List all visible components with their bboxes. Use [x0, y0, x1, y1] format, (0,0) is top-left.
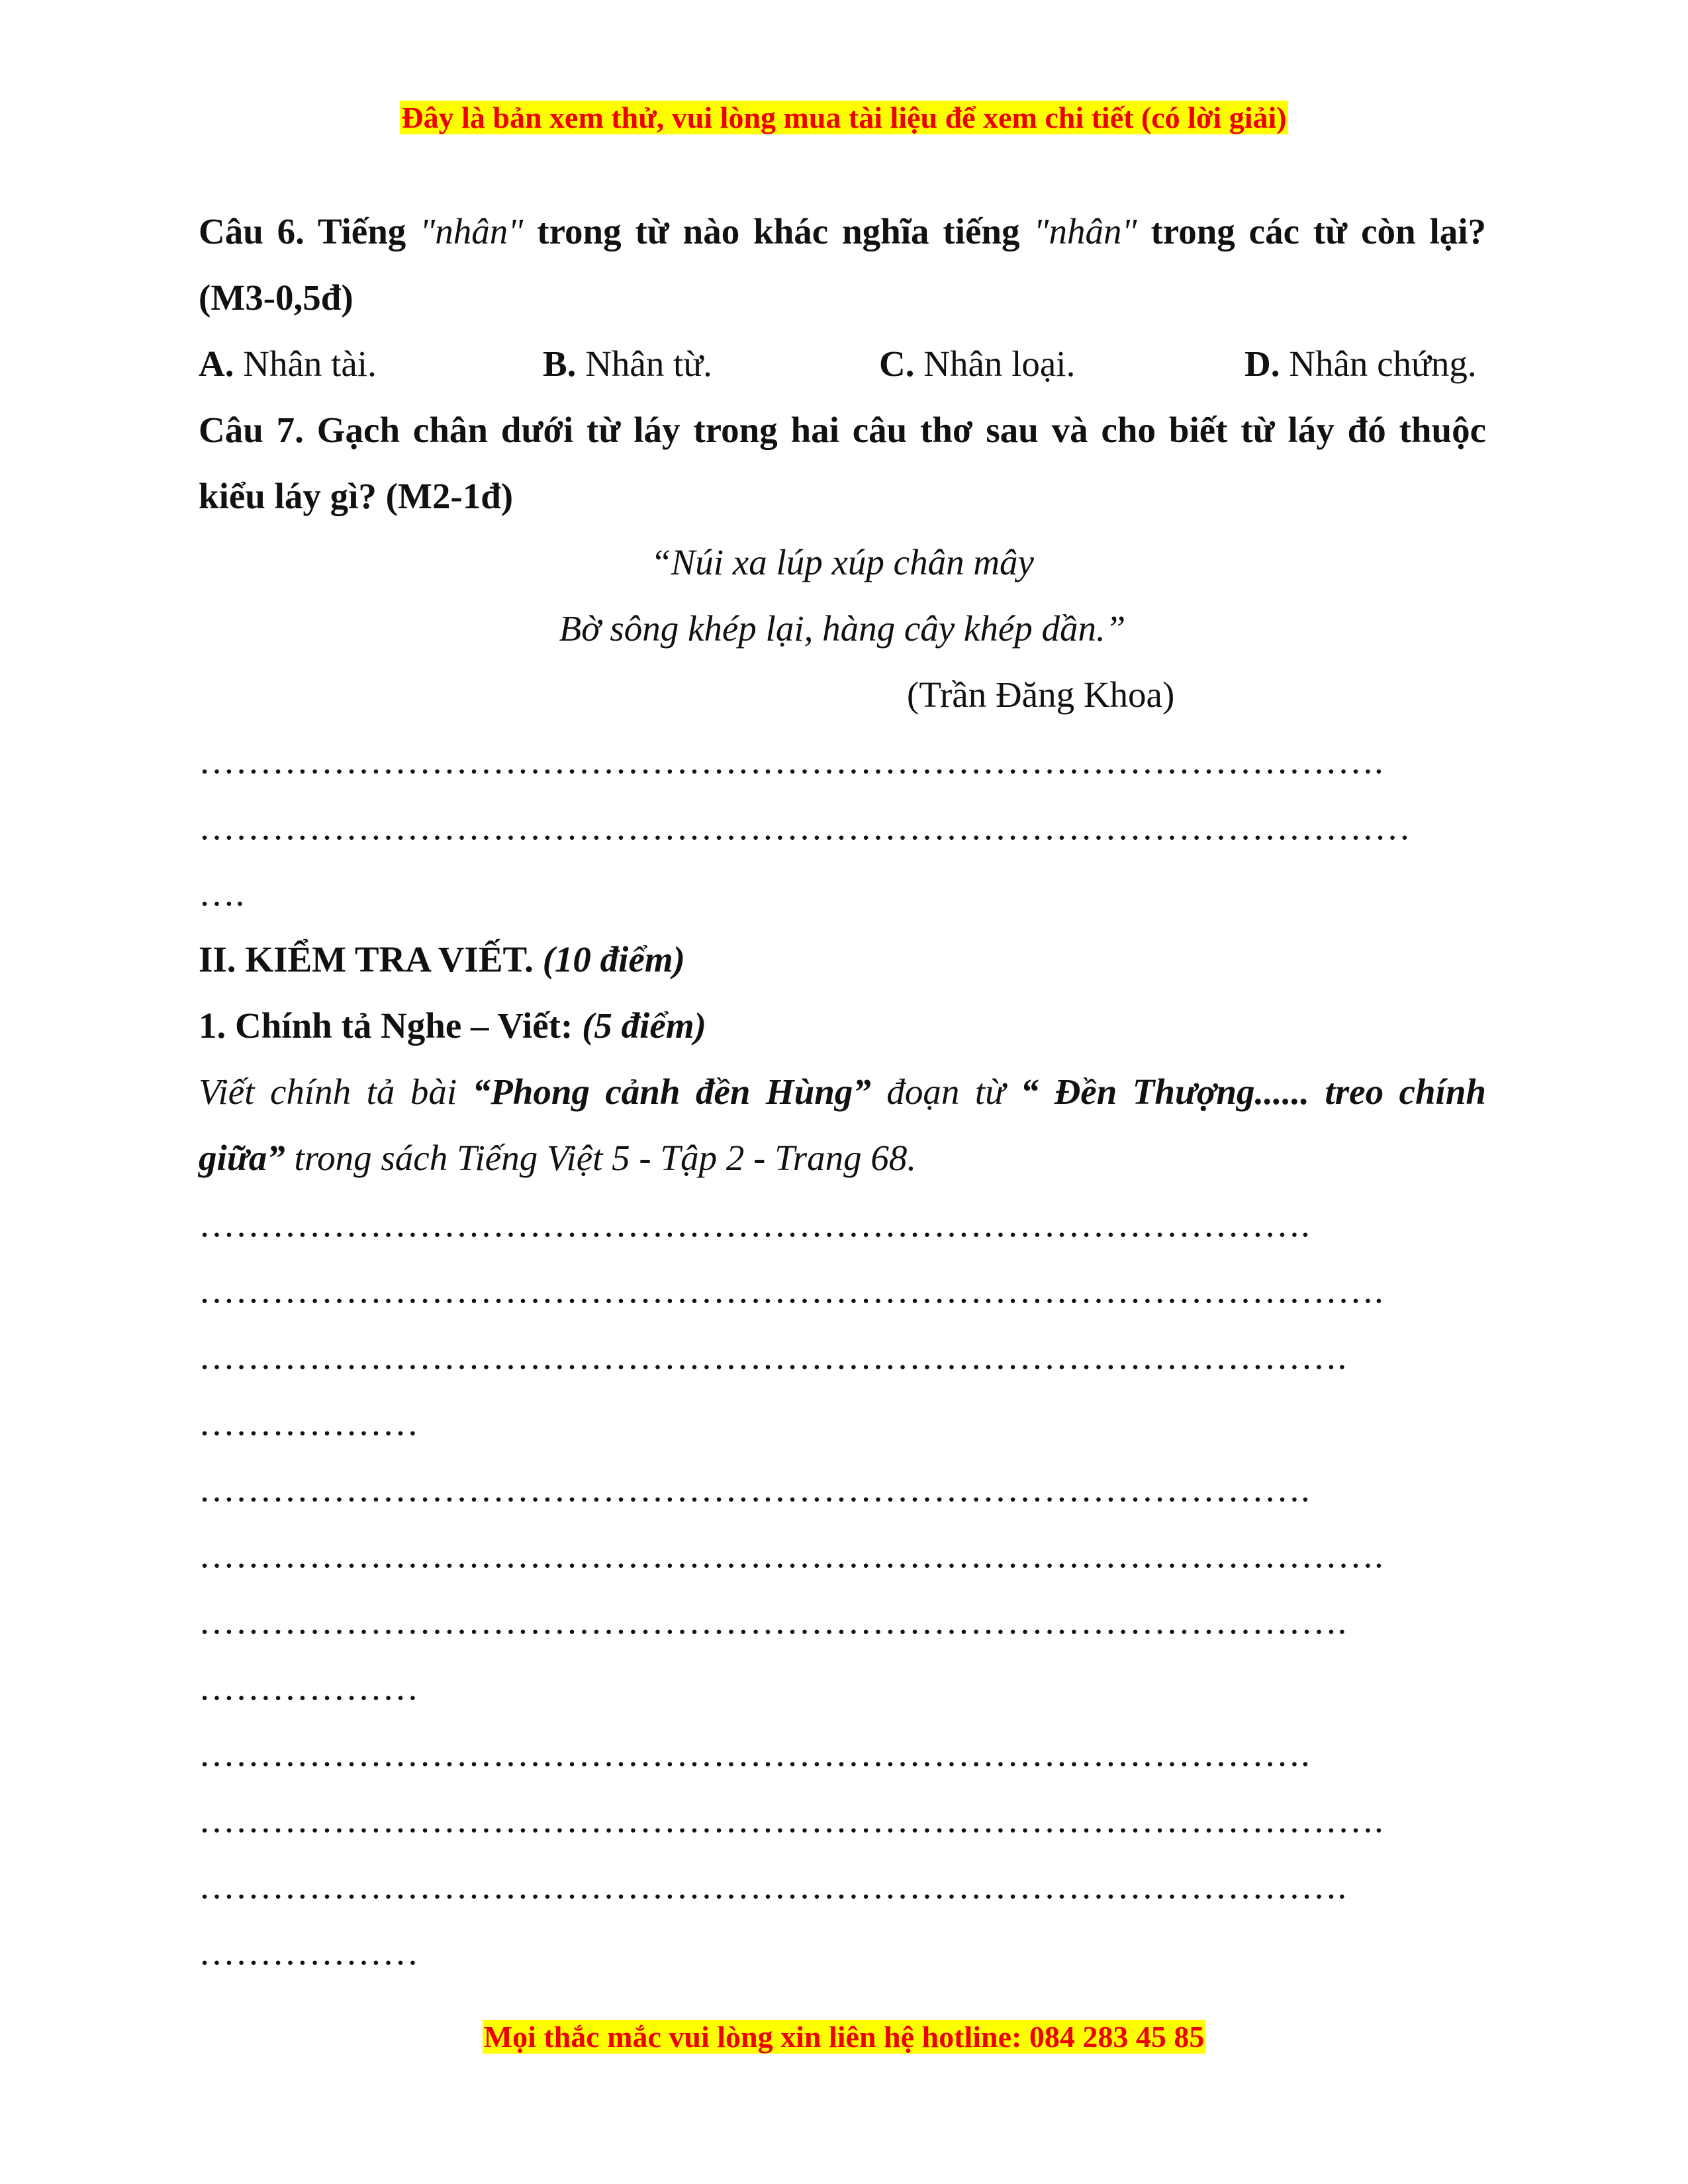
option-c: C. Nhân loại. — [879, 343, 1076, 384]
question-6-options — [199, 331, 1486, 397]
writing-line: …………………………………………………………………………………. — [199, 1866, 1347, 1906]
answer-line: ……………………………………………………………………………………… — [199, 807, 1411, 847]
quoted-word: "nhân" — [1033, 211, 1137, 251]
poem-line-1: “Núi xa lúp xúp chân mây — [651, 542, 1034, 582]
document-body — [199, 199, 1486, 1985]
writing-line: ………………………………………………………………………………. — [199, 1469, 1311, 1509]
writing-line: ……………………………………………………………………………………. — [199, 1270, 1384, 1310]
section-heading: II. KIỂM TRA VIẾT. (10 điểm) — [199, 939, 685, 979]
question-6: Câu 6. Tiếng "nhân" trong từ nào khác nghĩa tiếng "nhân" trong các từ còn lại? (M3-0,5đ) — [199, 211, 1487, 318]
writing-line: ………………………………………………………………………………. — [199, 1733, 1311, 1774]
writing-line: ……………………………………………………………………………………. — [199, 1799, 1384, 1840]
answer-line: ……………………………………………………………………………………. — [199, 741, 1384, 781]
quoted-word: "nhân" — [420, 211, 524, 251]
preview-notice — [0, 99, 1688, 136]
dictation-instructions: Viết chính tả bài “Phong cảnh đền Hùng” đoạn từ “ Đền Thượng...... treo chính giữa” trong sách Tiếng Việt 5 - Tập 2 - Trang 68. — [199, 1071, 1486, 1178]
question-6-label: Câu 6. — [199, 211, 305, 251]
option-b: B. Nhân từ. — [543, 343, 712, 384]
poem-author: (Trần Đăng Khoa) — [907, 674, 1175, 715]
writing-line: ……………… — [199, 1932, 419, 1972]
writing-line: ……………………………………………………………………………………. — [199, 1535, 1384, 1575]
hotline-notice — [0, 2019, 1688, 2056]
writing-line: ……………… — [199, 1667, 419, 1707]
writing-line: …………………………………………………………………………………. — [199, 1601, 1347, 1641]
option-d: D. Nhân chứng. — [1244, 343, 1477, 384]
hotline-notice-text: Mọi thắc mắc vui lòng xin liên hệ hotline: 084 283 45 85 — [483, 2020, 1205, 2054]
subsection-heading: 1. Chính tả Nghe – Viết: (5 điểm) — [199, 1005, 706, 1046]
option-a: A. Nhân tài. — [199, 343, 377, 384]
writing-line: ……………… — [199, 1402, 419, 1443]
writing-line: ………………………………………………………………………………. — [199, 1204, 1311, 1244]
writing-line: …………………………………………………………………………………. — [199, 1336, 1347, 1377]
question-7: Câu 7. Gạch chân dưới từ láy trong hai câu thơ sau và cho biết từ láy đó thuộc kiểu láy gì? (M2-1đ) — [199, 410, 1486, 516]
poem-line-2: Bờ sông khép lại, hàng cây khép dần.” — [559, 608, 1126, 649]
answer-line: …. — [199, 873, 245, 913]
preview-notice-text: Đây là bản xem thử, vui lòng mua tài liệu để xem chi tiết (có lời giải) — [401, 101, 1287, 134]
